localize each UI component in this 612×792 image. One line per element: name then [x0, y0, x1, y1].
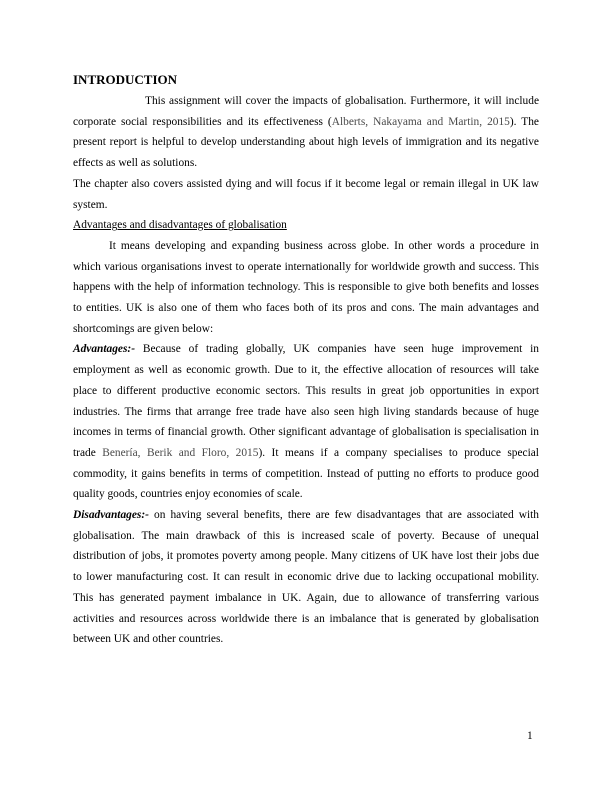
intro-text-1: This assignment will cover the impacts of globalisation. Furthermore, it will include corporate social responsibilities and its effectiveness (	[73, 95, 539, 128]
advantages-paragraph	[73, 339, 539, 505]
page-number: 1	[527, 730, 533, 742]
advantages-label: Advantages:-	[73, 343, 136, 356]
advantages-text-1: Because of trading globally, UK companies have seen huge improvement in employment as well as economic growth. Due to it, the effective allocation of resources will take place to different productive economic sectors. This results in great job opportunities in export industries. The firms that arrange free trade have also seen high living standards because of huge incomes in terms of financial growth. Other significant advantage of globalisation is specialisation in trade	[73, 343, 539, 459]
definition-paragraph: It means developing and expanding business across globe. In other words a procedure in which various organisations invest to operate internationally for worldwide growth and success. This happens with the help of information technology. This is responsible to give both benefits and losses to entities. UK is also one of them who faces both of its pros and cons. The main advantages and shortcomings are given below:	[73, 239, 539, 335]
intro-citation: Alberts, Nakayama and Martin, 2015	[331, 115, 510, 128]
page-title: INTRODUCTION	[73, 72, 178, 87]
intro-paragraph	[73, 91, 539, 174]
document-page	[73, 72, 539, 650]
chapter-note-paragraph: The chapter also covers assisted dying and will focus if it become legal or remain illegal in UK law system.	[73, 177, 539, 211]
disadvantages-label: Disadvantages:-	[73, 509, 149, 522]
advantages-citation: Benería, Berik and Floro, 2015	[102, 446, 259, 459]
section-heading	[73, 215, 539, 236]
advantages-text-2: ). It means if a company specialises to produce special commodity, it gains benefits in terms of competition. Instead of putting no efforts to produce good quality goods, countries enjoy economies of scale.	[73, 446, 539, 501]
disadvantages-paragraph	[73, 505, 539, 650]
section-heading-text: Advantages and disadvantages of globalisation	[73, 219, 287, 232]
disadvantages-text: on having several benefits, there are few disadvantages that are associated with globalisation. The main drawback of this is increased scale of poverty. Because of unequal distribution of jobs, it promotes poverty among people. Many citizens of UK have lost their jobs due to lower manufacturing cost. It can result in economic drive due to lacking occupational mobility. This has generated payment imbalance in UK. Again, due to allowance of transferring various activities and resources across worldwide there is an imbalance that is generated by globalisation between UK and other countries.	[73, 509, 539, 646]
intro-text-2: ). The present report is helpful to develop understanding about high levels of immigration and its negative effects as well as solutions.	[73, 115, 539, 170]
